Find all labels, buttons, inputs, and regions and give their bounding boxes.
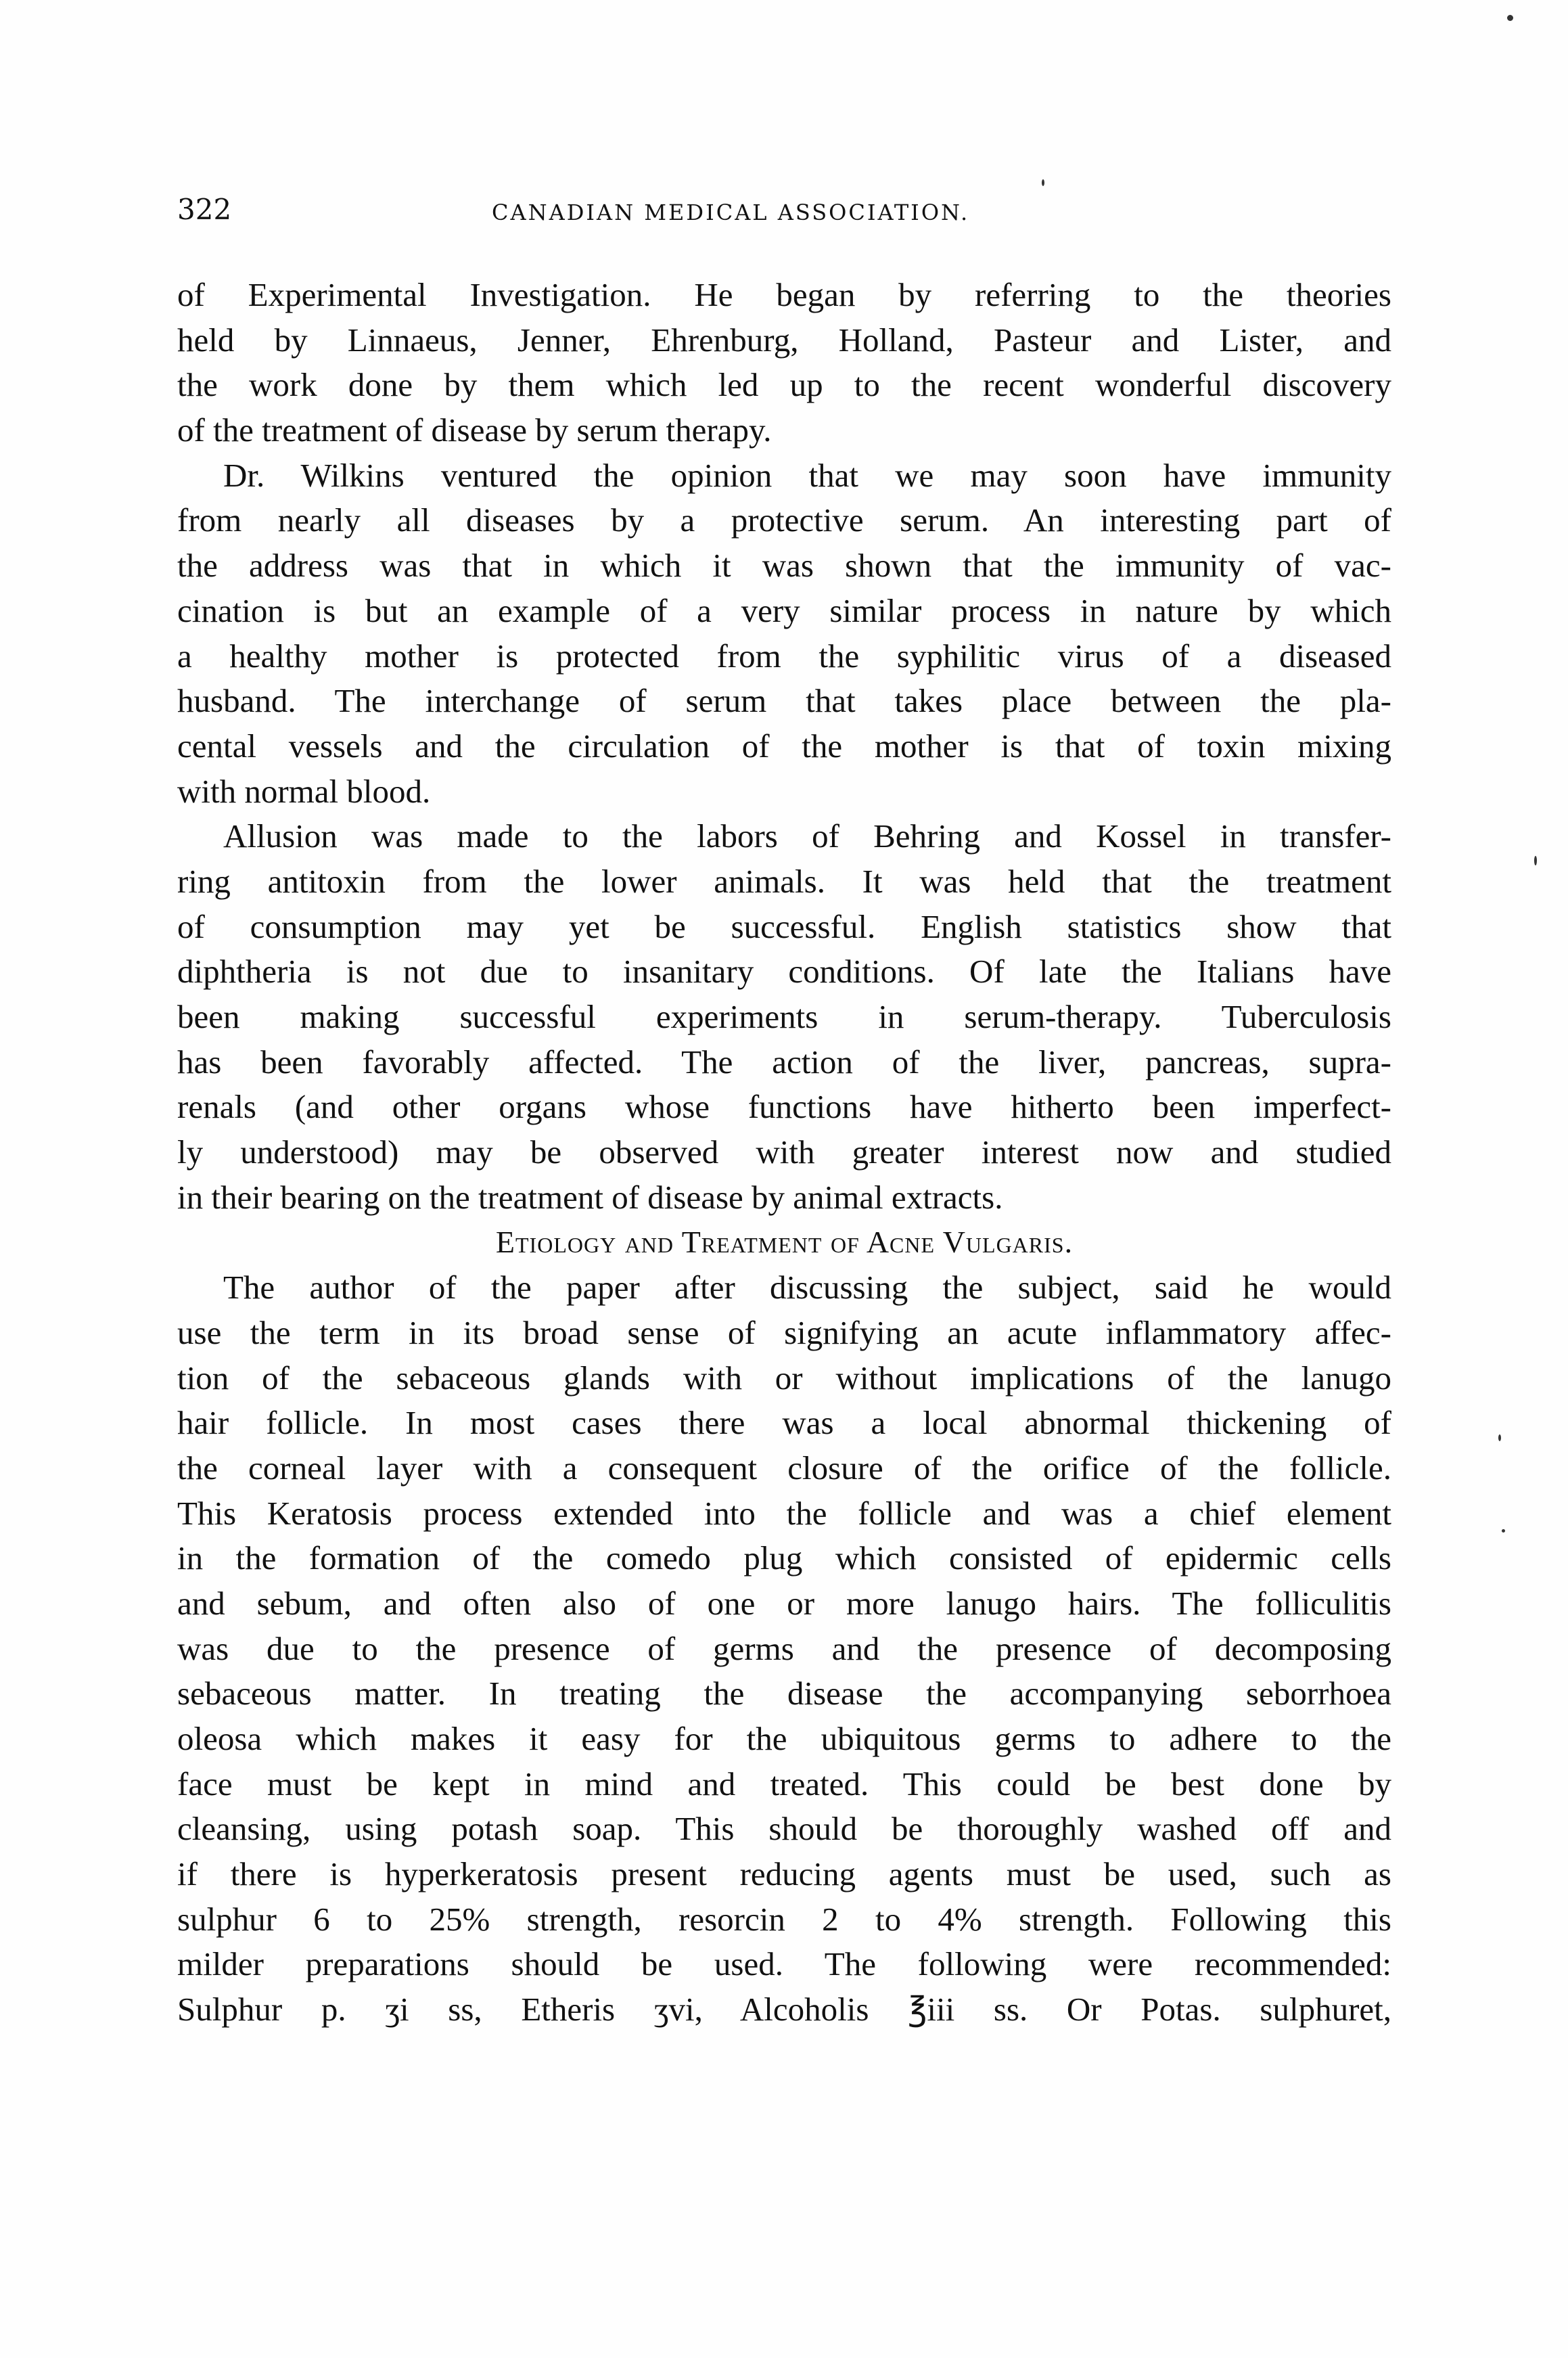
text-line: and sebum, and often also of one or more lanugo hairs. The folliculitis [177,1584,1391,1622]
text-line: cination is but an example of a very similar process in nature by which [177,591,1391,629]
text-line: the corneal layer with a consequent closure of the orifice of the follicle. [177,1449,1391,1487]
text-line: cleansing, using potash soap. This should be thoroughly washed off and [177,1810,1391,1848]
text-line: tion of the sebaceous glands with or without implications of the lanugo [177,1359,1391,1397]
text-line: oleosa which makes it easy for the ubiquitous germs to adhere to the [177,1720,1391,1757]
scan-speck [1498,1434,1501,1441]
text-line: of the treatment of disease by serum therapy. [177,411,772,449]
scan-speck [1502,1529,1505,1533]
scan-speck [1042,179,1044,186]
text-line: been making successful experiments in serum-therapy. Tuberculosis [177,998,1391,1035]
text-line: has been favorably affected. The action of the liver, pancreas, supra- [177,1043,1391,1081]
text-line: The author of the paper after discussing the subject, said he would [223,1269,1391,1307]
text-line: diphtheria is not due to insanitary conditions. Of late the Italians have [177,953,1391,991]
text-line: was due to the presence of germs and the presence of decomposing [177,1629,1391,1667]
text-line: of consumption may yet be successful. English statistics show that [177,907,1391,945]
text-line: in the formation of the comedo plug which consisted of epidermic cells [177,1539,1391,1577]
text-line: This Keratosis process extended into the follicle and was a chief element [177,1494,1391,1532]
text-line: of Experimental Investigation. He began by referring to the theories [177,276,1391,313]
text-line: the address was that in which it was shown that the immunity of vac- [177,547,1391,585]
text-line: cental vessels and the circulation of the mother is that of toxin mixing [177,727,1391,765]
section-heading: Etiology and Treatment of Acne Vulgaris. [495,1225,1074,1260]
text-line: face must be kept in mind and treated. This could be best done by [177,1765,1391,1802]
text-line: Sulphur p. ʒi ss, Etheris ʒvi, Alcoholis ℥iii ss. Or Potas. sulphuret, [177,1991,1391,2028]
text-line: if there is hyperkeratosis present reducing agents must be used, such as [177,1855,1391,1893]
page-number: 322 [177,193,232,226]
text-line: renals (and other organs whose functions have hitherto been imperfect- [177,1088,1391,1126]
text-line: sulphur 6 to 25% strength, resorcin 2 to 4% strength. Following this [177,1900,1391,1938]
text-line: in their bearing on the treatment of disease by animal extracts. [177,1178,1003,1216]
text-line: ly understood) may be observed with greater interest now and studied [177,1133,1391,1171]
text-line: ring antitoxin from the lower animals. It was held that the treatment [177,862,1391,900]
text-line: from nearly all diseases by a protective serum. An interesting part of [177,501,1391,539]
journal-title: CANADIAN MEDICAL ASSOCIATION. [492,200,970,225]
text-line: held by Linnaeus, Jenner, Ehrenburg, Holland, Pasteur and Lister, and [177,321,1391,359]
body-text [177,273,1391,2033]
scan-speck [1507,15,1513,21]
text-line: use the term in its broad sense of signifying an acute inflammatory affec- [177,1313,1391,1351]
text-line: the work done by them which led up to the recent wonderful discovery [177,366,1391,404]
text-line: sebaceous matter. In treating the disease the accompanying seborrhoea [177,1675,1391,1713]
text-line: milder preparations should be used. The following were recommended: [177,1945,1391,1983]
running-head [177,193,1395,233]
text-line: with normal blood. [177,772,431,810]
text-line: Dr. Wilkins ventured the opinion that we may soon have immunity [223,456,1391,494]
scan-speck [1534,856,1537,865]
text-line: a healthy mother is protected from the syphilitic virus of a diseased [177,637,1391,675]
text-line: Allusion was made to the labors of Behring and Kossel in transfer- [223,817,1391,855]
text-line: hair follicle. In most cases there was a local abnormal thickening of [177,1404,1391,1442]
text-line: husband. The interchange of serum that takes place between the pla- [177,682,1391,720]
